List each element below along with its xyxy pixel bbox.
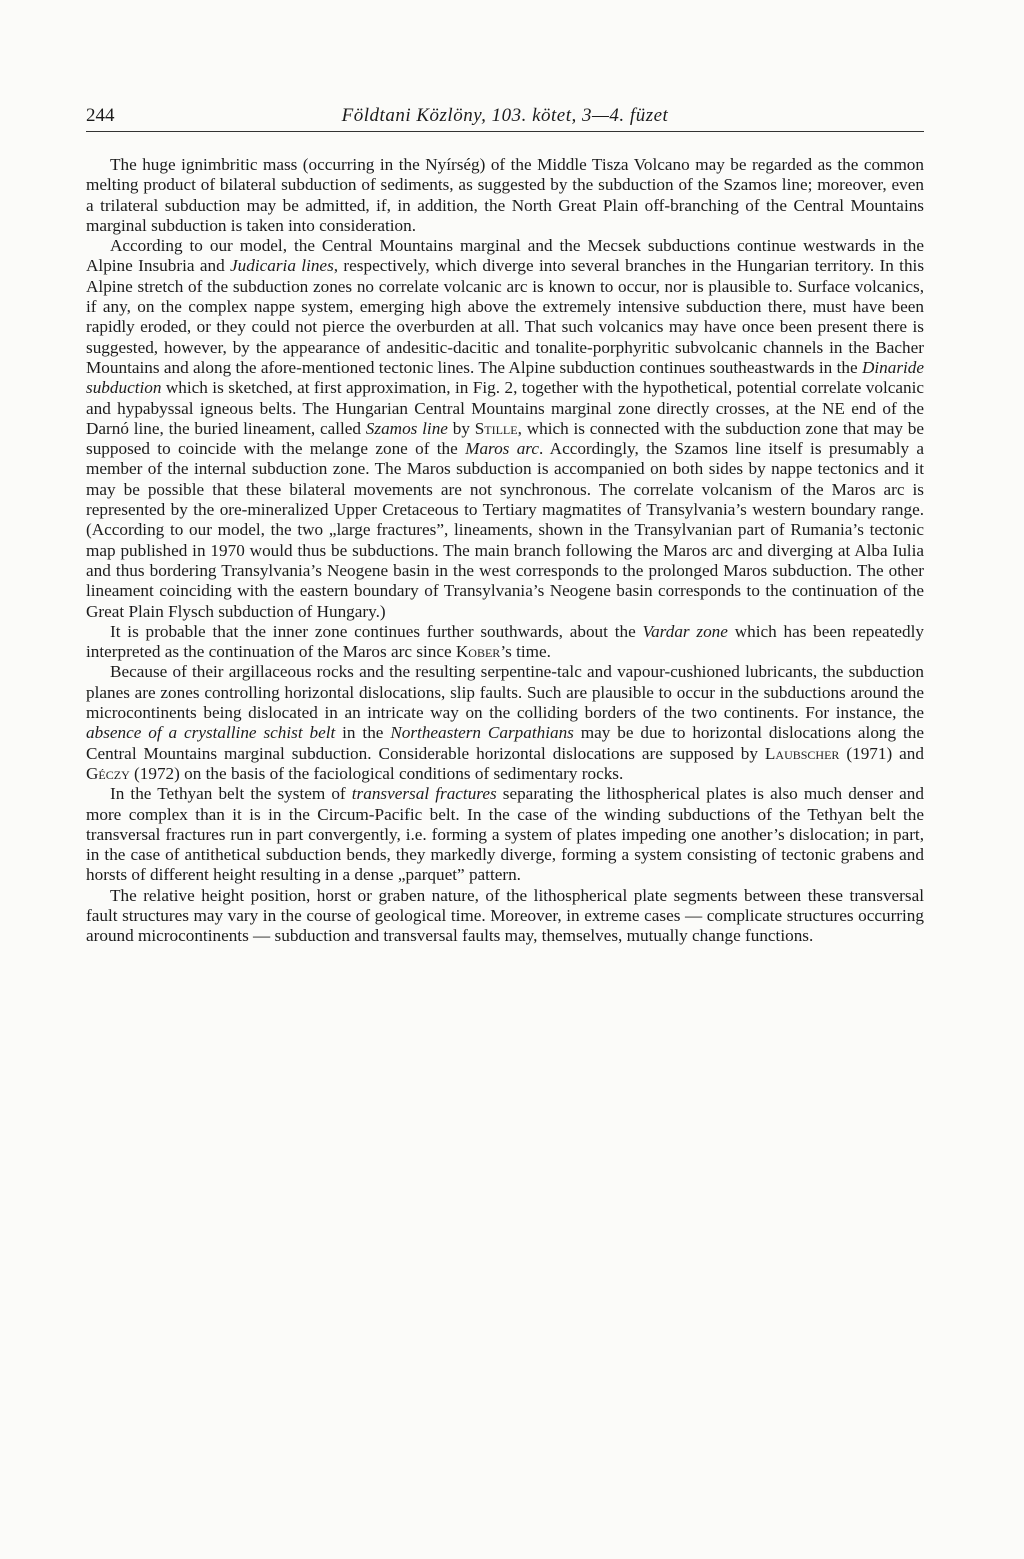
author-name: Laubscher — [764, 743, 840, 763]
text-run: According to our model, the Central Mountains marginal and the Mecsek subductions continue westwards in the Alpine Insubria and — [86, 236, 924, 276]
paragraph — [86, 236, 924, 622]
text-run: which is sketched, at first approximation, in Fig. 2, together with the hypothetical, potential correlate volcanic and hypabyssal igneous belts. The Hungarian Central Mountains marginal zone directly crosses, at the NE end of the Darnó line, the buried lineament, called — [86, 378, 924, 438]
italic-term: Szamos line — [365, 418, 448, 438]
text-run: Because of their argillaceous rocks and the resulting serpentine-talc and vapour-cushioned lubricants, the subduction planes are zones controlling horizontal dislocations, slip faults. Such are plausible to occur in the subductions around the microcontinents being dislocated in an intricate way on the colliding borders of the two continents. For instance, the — [86, 662, 924, 723]
paragraph — [86, 784, 924, 885]
text-run: (1971) and — [839, 743, 924, 763]
author-name: Stille — [474, 418, 518, 438]
text-run: (1972) on the basis of the faciological conditions of sedimentary rocks. — [129, 763, 624, 783]
text-run: , respectively, which diverge into several branches in the Hungarian territory. In this Alpine stretch of the subduction zones no correlate volcanic arc is known to occur, nor is plausible to. Surface volcanics, if any, on the complex nappe system, emerging high above the extremely intensive subduction there, must have been rapidly eroded, or they could not pierce the overburden at all. That such volcanics may have once been present there is suggested, however, by the appearance of andesitic-dacitic and tonalite-porphyritic subvolcanic channels in the Bacher Mountains and along the afore-mentioned tectonic lines. The Alpine subduction continues southeastwards in the — [86, 256, 925, 377]
text-run: by — [447, 418, 475, 438]
journal-title: Földtani Közlöny, 103. kötet, 3—4. füzet — [341, 105, 669, 126]
author-name: Géczy — [86, 763, 130, 783]
article-body — [86, 155, 924, 947]
text-run: which has been repeatedly interpreted as the continuation of the Maros arc since — [86, 621, 924, 662]
italic-term: Vardar zone — [642, 621, 728, 641]
italic-term: transversal fractures — [351, 784, 497, 804]
italic-term: Dinaride subduction — [86, 357, 924, 398]
paragraph — [86, 622, 924, 663]
author-name: Kober — [455, 642, 501, 662]
italic-term: Maros arc — [465, 439, 539, 459]
text-run: . Accordingly, the Szamos line itself is presumably a member of the internal subduction zone. The Maros subduction is accompanied on both sides by nappe tectonics and it may be possible that these bilateral movements are not synchronous. The correlate volcanism of the Maros arc is represented by the ore-mineralized Upper Cretaceous to Tertiary magmatites of Transylvania’s western boundary range. (According to our model, the two „large fractures”, lineaments, shown in the Transylvanian part of Rumania’s tectonic map published in 1970 would thus be subductions. The main branch following the Maros arc and diverging at Alba Iulia and thus bordering Transylvania’s Neogene basin in the west corresponds to the prolonged Maros subduction. The other lineament coinciding with the eastern boundary of Transylvania’s Neogene basin corresponds to the continuation of the Great Plain Flysch subduction of Hungary.) — [86, 439, 924, 621]
italic-term: absence of a crystalline schist belt — [86, 723, 336, 743]
text-run: , which is connected with the subduction zone that may be supposed to coincide with the melange zone of the — [86, 418, 924, 459]
text-run: It is probable that the inner zone continues further southwards, about the — [110, 621, 643, 641]
paragraph: The huge ignimbritic mass (occurring in the Nyírség) of the Middle Tisza Volcano may be regarded as the common melting product of bilateral subduction of sediments, as suggested by the subduction of the Szamos line; moreover, even a trilateral subduction may be admitted, if, in addition, the North Great Plain off-branching of the Central Mountains marginal subduction is taken into consideration. — [86, 155, 924, 235]
text-run: In the Tethyan belt the system of — [110, 784, 352, 804]
text-run: separating the lithospherical plates is also much denser and more complex than it is in the Circum-Pacific belt. In the case of the winding subductions of the Tethyan belt the transversal fractures run in part convergently, i.e. forming a system of plates impeding one another’s dislocation; in part, in the case of antithetical subduction bends, they markedly diverge, forming a system consisting of tectonic grabens and horsts of different height resulting in a dense „parquet” pattern. — [86, 784, 924, 885]
text-run: ’s time. — [500, 642, 551, 662]
italic-term: Northeastern Carpathians — [390, 723, 574, 743]
text-run: in the — [335, 723, 391, 743]
paragraph — [86, 662, 924, 784]
italic-term: Judicaria lines — [230, 256, 334, 276]
page-number: 244 — [86, 105, 115, 126]
text-run: may be due to horizontal dislocations along the Central Mountains marginal subduction. Considerable horizontal dislocations are supposed by — [86, 723, 924, 763]
running-header — [86, 103, 924, 132]
paragraph: The relative height position, horst or graben nature, of the lithospherical plate segments between these transversal fault structures may vary in the course of geological time. Moreover, in extreme cases — complicate structures occurring around microcontinents — subduction and transversal faults may, themselves, mutually change functions. — [86, 885, 924, 946]
